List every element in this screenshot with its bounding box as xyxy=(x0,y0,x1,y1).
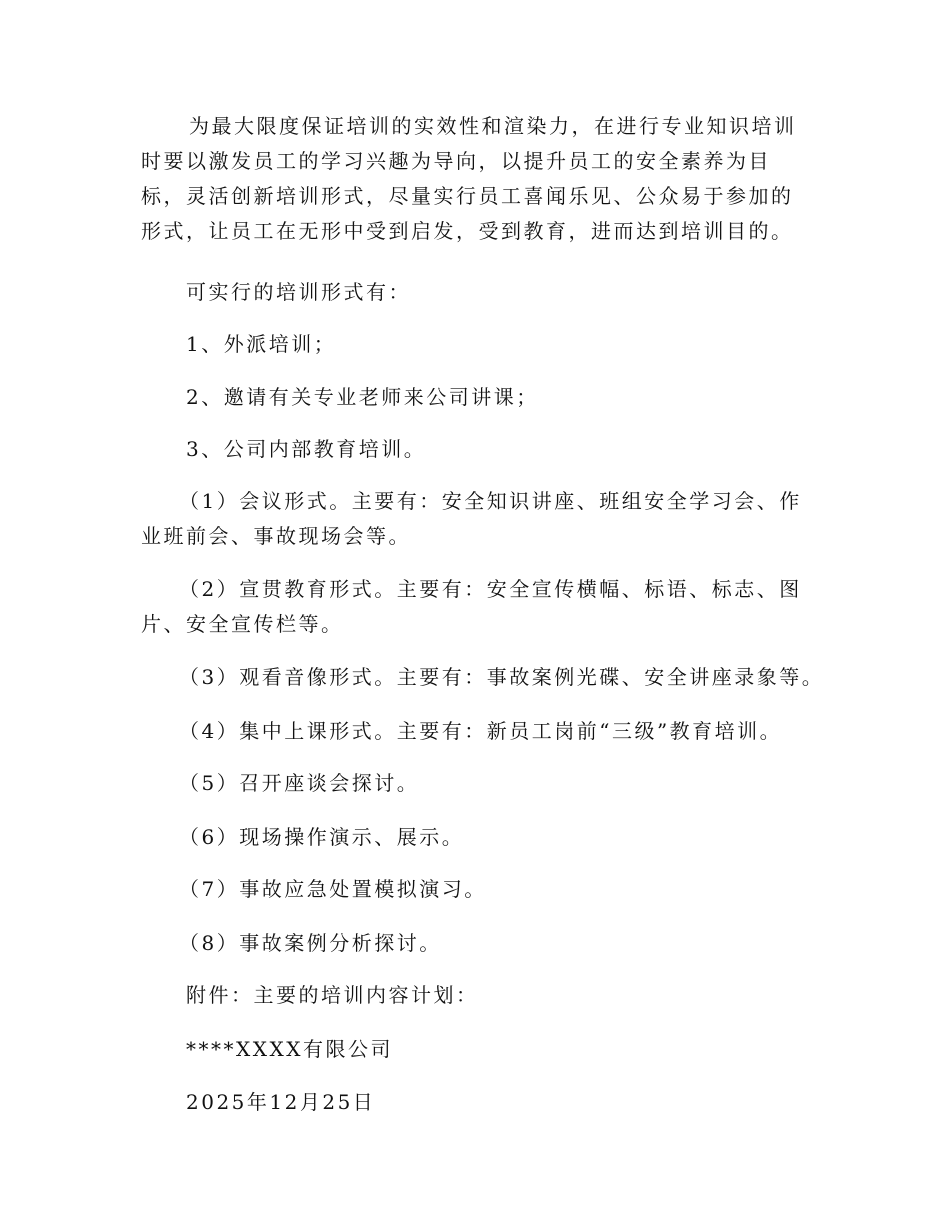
list-item-3: 3、公司内部教育培训。 xyxy=(186,437,427,461)
company-name: ****XXXX有限公司 xyxy=(186,1037,393,1061)
sub-item-1: （1）会议形式。主要有：安全知识讲座、班组安全学习会、作业班前会、事故现场会等。 xyxy=(141,489,802,548)
list-item-2: 2、邀请有关专业老师来公司讲课； xyxy=(186,385,539,409)
sub-item-2: （2）宣贯教育形式。主要有：安全宣传横幅、标语、标志、图片、安全宣传栏等。 xyxy=(141,577,802,636)
sub-item-4: （4）集中上课形式。主要有：新员工岗前“三级”教育培训。 xyxy=(179,719,783,743)
document-date: 2025年12月25日 xyxy=(186,1090,376,1114)
sub-item-6: （6）现场操作演示、展示。 xyxy=(179,825,465,849)
intro-paragraph: 为最大限度保证培训的实效性和渲染力，在进行专业知识培训时要以激发员工的学习兴趣为导向，以提升员工的安全素养为目标，灵活创新培训形式，尽量实行员工喜闻乐见、公众易于参加的形式，让员工在无形中受到启发，受到教育，进而达到培训目的。 xyxy=(141,114,797,243)
sub-item-7: （7）事故应急处置模拟演习。 xyxy=(179,877,487,901)
sub-item-5: （5）召开座谈会探讨。 xyxy=(179,771,420,795)
forms-heading: 可实行的培训形式有： xyxy=(186,280,411,304)
attachment-line: 附件：主要的培训内容计划： xyxy=(186,983,479,1007)
sub-item-3: （3）观看音像形式。主要有：事故案例光碟、安全讲座录象等。 xyxy=(179,665,825,689)
list-item-1: 1、外派培训； xyxy=(186,332,337,356)
sub-item-8: （8）事故案例分析探讨。 xyxy=(179,931,442,955)
